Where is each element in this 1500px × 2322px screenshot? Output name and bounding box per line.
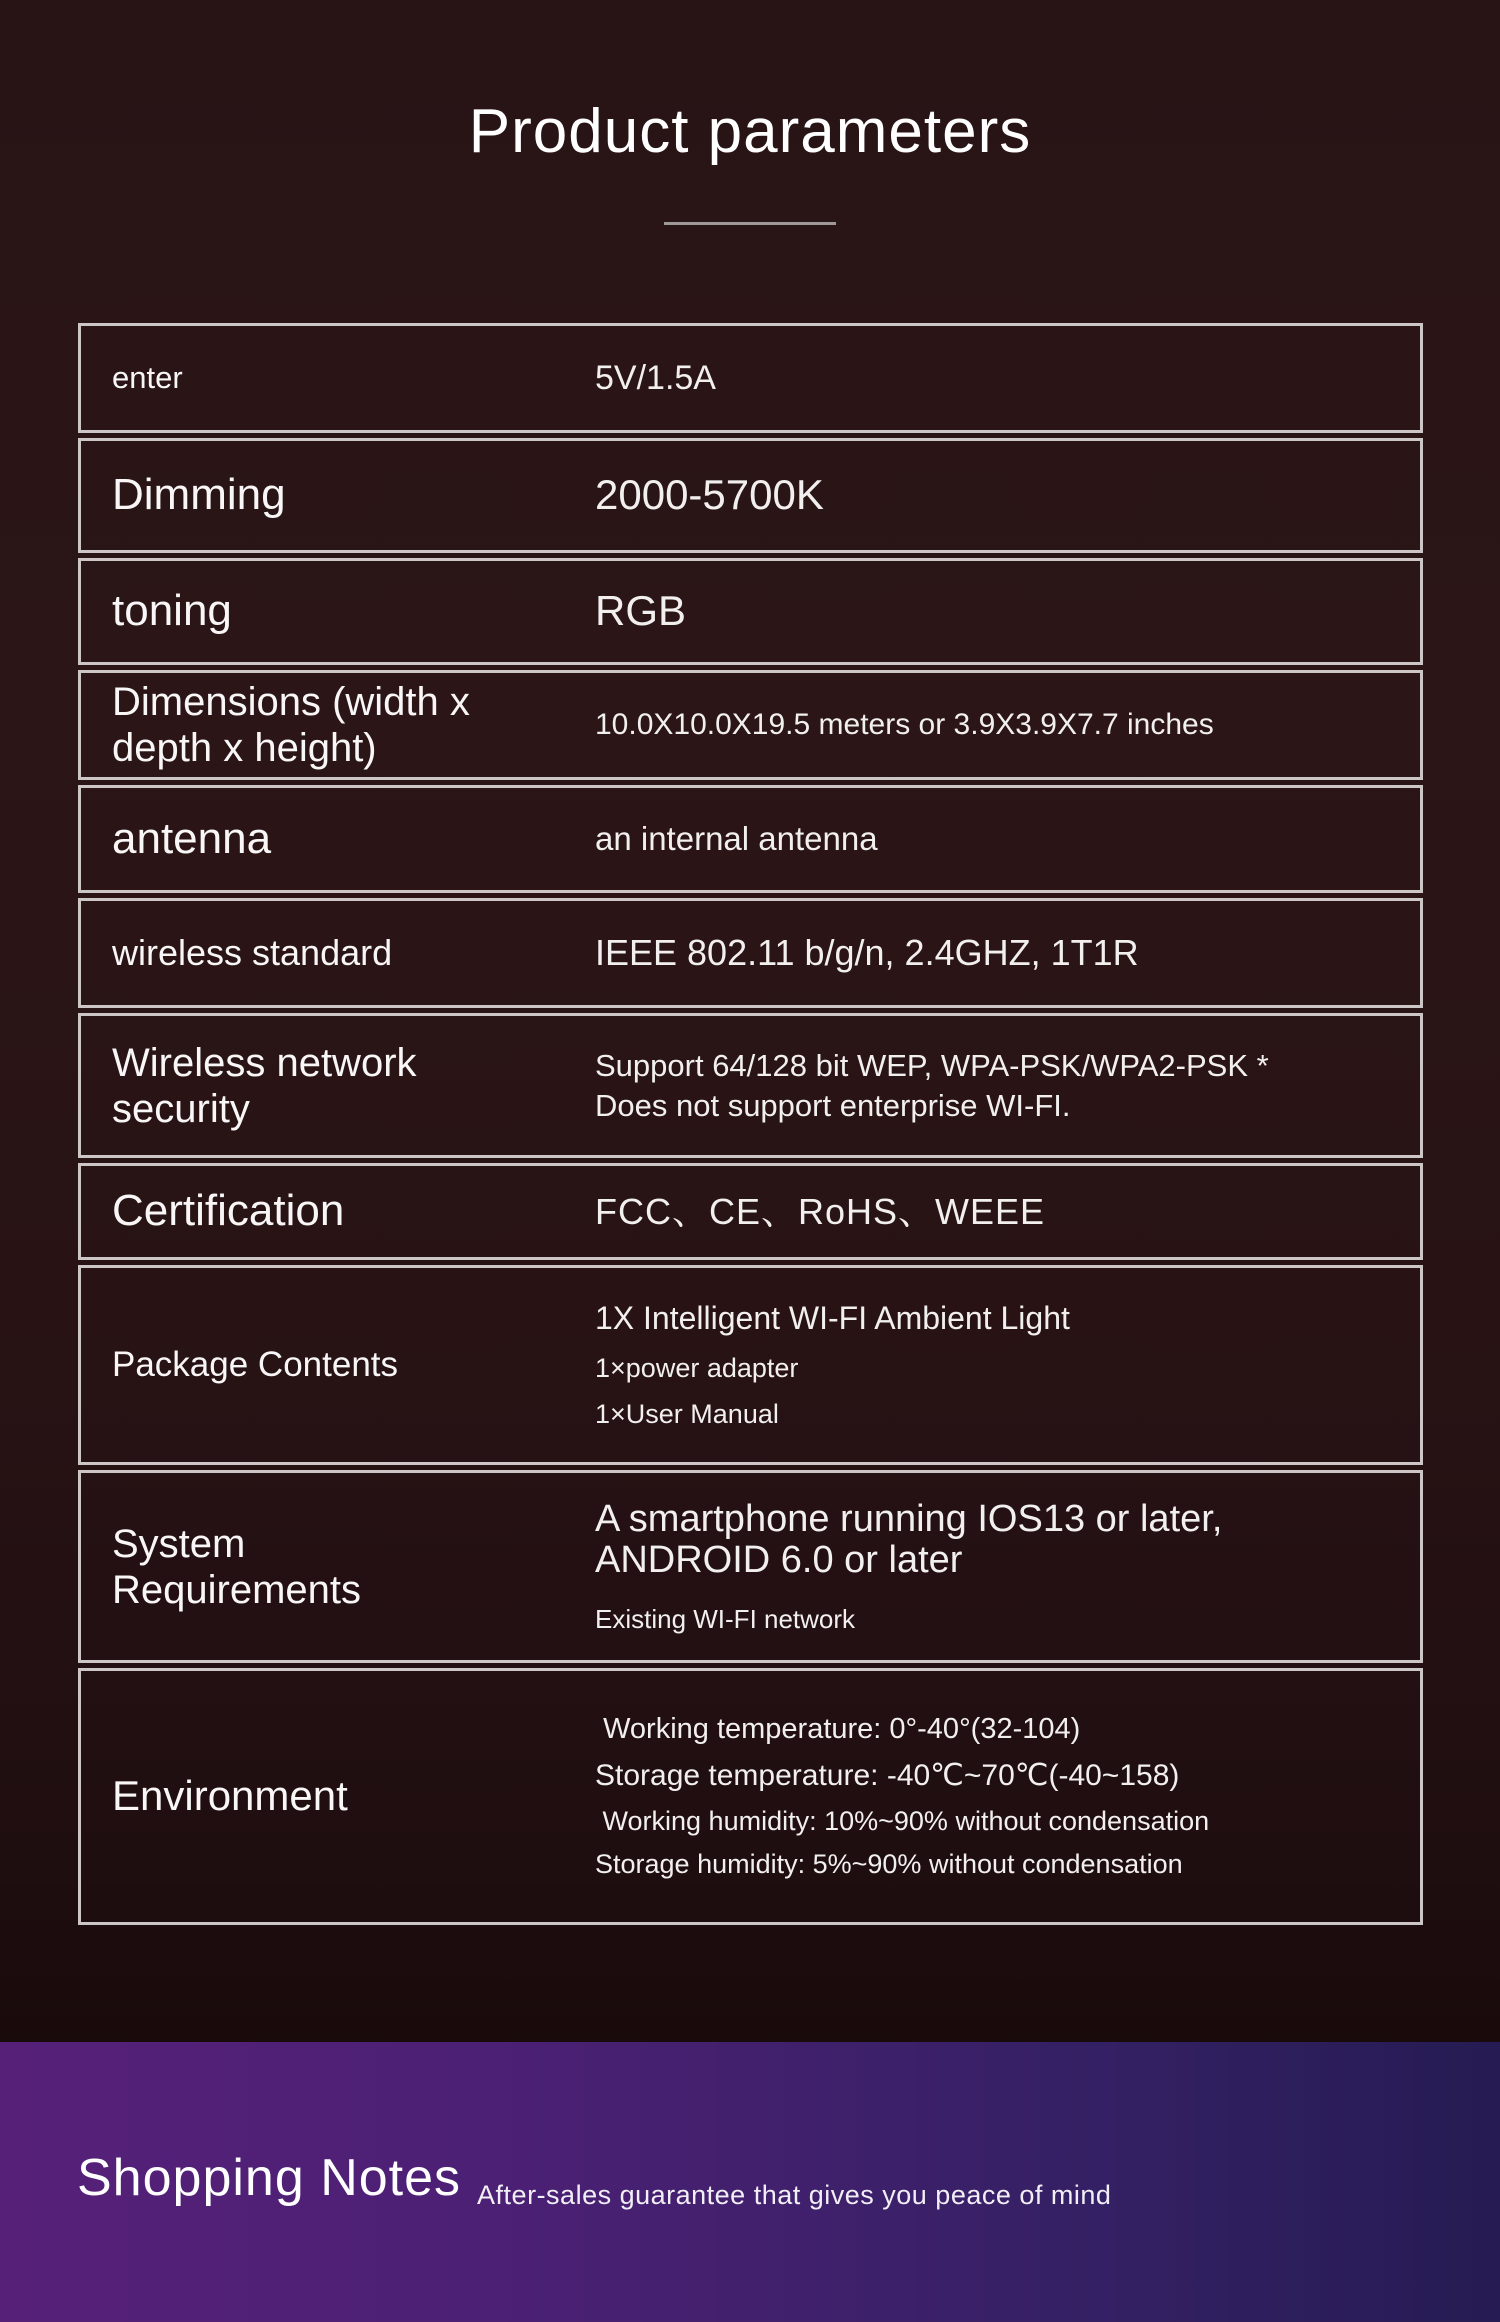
title-divider xyxy=(664,222,836,225)
footer-inner xyxy=(77,2149,1111,2209)
row-label: enter xyxy=(112,360,183,396)
page-title: Product parameters xyxy=(468,97,1032,166)
row-label: Dimensions (width x depth x height) xyxy=(112,680,470,770)
footer-subtitle: After-sales guarantee that gives you peace of mind xyxy=(477,2180,1112,2210)
row-value: Support 64/128 bit WEP, WPA-PSK/WPA2-PSK * Does not support enterprise WI-FI. xyxy=(595,1048,1269,1123)
table-row xyxy=(78,1013,1423,1158)
row-value: Working temperature: 0°-40°(32-104) Storage temperature: -40℃~70℃(-40~158) Working humidity: 10%~90% without condensation Storage humidity: 5%~90% without condensation xyxy=(595,1713,1210,1880)
row-label: Dimming xyxy=(112,470,286,520)
table-row xyxy=(78,558,1423,665)
table-row xyxy=(78,1163,1423,1260)
footer-bar xyxy=(0,2042,1500,2322)
row-label: Certification xyxy=(112,1186,345,1236)
table-row xyxy=(78,323,1423,433)
row-label: antenna xyxy=(112,813,272,863)
row-value: 2000-5700K xyxy=(595,471,824,519)
row-label: toning xyxy=(112,586,232,636)
row-label: wireless standard xyxy=(112,932,393,974)
row-label: Package Contents xyxy=(112,1344,399,1384)
row-value: 1X Intelligent WI-FI Ambient Light 1×power adapter 1×User Manual xyxy=(595,1300,1070,1430)
table-row xyxy=(78,1668,1423,1925)
row-value: RGB xyxy=(595,587,687,635)
table-row xyxy=(78,670,1423,780)
spec-table xyxy=(78,323,1423,1925)
row-label: System Requirements xyxy=(112,1521,362,1612)
table-row xyxy=(78,1470,1423,1663)
table-row xyxy=(78,898,1423,1008)
table-row xyxy=(78,785,1423,893)
footer-title: Shopping Notes xyxy=(77,2149,462,2207)
row-value: an internal antenna xyxy=(595,820,878,858)
row-value: A smartphone running IOS13 or later, ANDROID 6.0 or later Existing WI-FI network xyxy=(595,1498,1223,1635)
table-row xyxy=(78,438,1423,553)
row-label: Wireless network security xyxy=(112,1040,417,1131)
row-label: Environment xyxy=(112,1772,348,1820)
row-value: 10.0X10.0X19.5 meters or 3.9X3.9X7.7 inches xyxy=(595,708,1214,741)
row-value: 5V/1.5A xyxy=(595,358,716,397)
row-value: IEEE 802.11 b/g/n, 2.4GHZ, 1T1R xyxy=(595,932,1139,974)
row-value: FCC、CE、RoHS、WEEE xyxy=(595,1190,1046,1232)
table-row xyxy=(78,1265,1423,1465)
